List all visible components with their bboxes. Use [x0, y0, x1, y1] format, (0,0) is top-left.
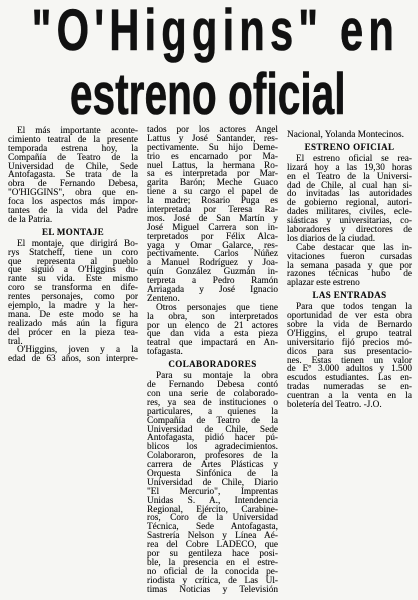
text-line: Para que todos tengan la: [296, 302, 412, 313]
text-line: Compañía de Teatro de la: [8, 152, 138, 163]
text-line: O'Higgins, el grupo teatral: [287, 328, 412, 339]
text-line: Universidad de Chile, Sede: [8, 161, 138, 172]
text-line: coro se transforma en dife-: [8, 283, 138, 294]
text-line: ejemplo, la madre y la her-: [8, 301, 138, 312]
text-line: El montaje, que dirigirá Bo-: [17, 238, 138, 249]
text-line: res, ya sea de instituciones o: [147, 397, 278, 408]
text-line: Lattus y José Santander, res-: [147, 133, 278, 144]
text-line: pectivamente. Su hijo Deme-: [147, 142, 278, 153]
text-line: universitario fijó precios mó-: [287, 337, 412, 348]
paragraph: [287, 131, 412, 140]
text-line: tofagasta.: [147, 347, 183, 358]
text-line: Nacional, Yolanda Montecinos.: [287, 130, 404, 140]
text-line: la obra, son interpretados: [147, 311, 278, 322]
text-line: por un elenco de 21 actores: [147, 320, 278, 331]
text-line: tados por los actores Angel: [147, 125, 278, 135]
text-line: foca los aspectos más impor-: [8, 197, 138, 208]
text-line: tradas numeradas se en-: [287, 382, 412, 393]
text-line: quín González Guzmán in-: [147, 267, 278, 278]
text-line: ros, Coro de la Universidad: [147, 513, 278, 524]
text-line: Regional, Ejército, Carabine-: [147, 504, 278, 515]
text-line: Sastrería Nelson y Línea Aé-: [147, 531, 278, 542]
text-line: edad de 63 años, son interpre-: [8, 354, 138, 365]
text-line: de gobierno regional, autori-: [287, 198, 412, 209]
text-line: tantes de la vida del Padre: [8, 206, 138, 217]
text-line: timas Noticias y Televisión: [147, 584, 278, 595]
text-line: ble, la presencia en el estre-: [147, 557, 278, 568]
article-column-1: [8, 127, 138, 364]
text-line: blicos los agradecimientos.: [147, 442, 278, 453]
section-heading: EL MONTAJE: [41, 226, 105, 237]
text-line: O'Higgins, joven y a la: [17, 345, 138, 356]
text-line: Antofagasta. Se trata de la: [8, 170, 138, 181]
text-line: la semana pasada y que por: [287, 260, 412, 271]
text-line: mos. José de San Martín y: [147, 213, 278, 224]
text-line: Cabe destacar que las in-: [296, 242, 412, 253]
text-line: Arriagada y José Ignacio: [147, 285, 278, 296]
text-line: Orquesta Sinfónica de la: [147, 468, 278, 479]
paragraph: [8, 127, 138, 225]
headline-line-1: "O'Higgins" en: [31, 0, 394, 63]
text-line: lizará hoy a las 19,30 horas: [287, 162, 412, 173]
text-line: razones técnicas hubo de: [287, 269, 412, 280]
text-line: que representa al pueblo: [8, 256, 138, 267]
text-line: terpretados por Félix Alca-: [147, 231, 278, 242]
text-line: particulares, a quienes la: [147, 406, 278, 417]
text-line: rea del Cobre LADECO, que: [147, 540, 278, 551]
article-column-3: [287, 131, 412, 410]
text-line: trio es encarnado por Ma-: [147, 151, 278, 162]
text-line: los diarios de la ciudad.: [287, 233, 376, 244]
paragraph: [287, 155, 412, 244]
text-line: Unidas S. A., Intendencia: [147, 495, 278, 506]
section-heading: ESTRENO OFICIAL: [304, 141, 395, 152]
text-line: por su gentileza hace posi-: [147, 548, 278, 559]
text-line: Universidad de Chile, Diario: [147, 477, 278, 488]
text-line: Técnica, Sede Antofagasta,: [147, 522, 278, 533]
text-line: mana. De este modo se ha: [8, 309, 138, 320]
text-line: dad de Chile, al cual han si-: [287, 180, 412, 191]
text-line: que dan vida a esta pieza: [147, 329, 278, 340]
paragraph: [287, 303, 412, 410]
text-line: "El Mercurio", Imprentas: [147, 486, 278, 497]
text-line: siásticas y universitarias, co-: [287, 216, 412, 227]
text-line: Compañía de Teatro de la: [147, 415, 278, 426]
text-line: la madre; Rosario Puga es: [147, 196, 278, 207]
section-heading: COLABORADORES: [168, 359, 257, 370]
text-line: riodista y crítica, de Las Ul-: [147, 575, 278, 586]
text-line: José Miguel Carrera son in-: [147, 222, 278, 233]
text-line: de Eº 3.000 adultos y 1.500: [287, 364, 412, 375]
text-line: dicos para sus presentacio-: [287, 346, 412, 357]
paragraph: [147, 126, 278, 304]
text-line: rentes personajes, como por: [8, 292, 138, 303]
text-line: boletería del Teatro. -J.O.: [287, 400, 382, 411]
text-line: Universidad de Chile, Sede: [147, 424, 278, 435]
text-line: con una serie de colaborado-: [147, 388, 278, 399]
text-line: sa es interpretada por Mar-: [147, 169, 278, 180]
text-line: realizado más aún la figura: [8, 318, 138, 329]
text-line: cimiento teatral de la presente: [8, 134, 138, 145]
text-line: no oficial de la conocida pe-: [147, 566, 278, 577]
text-line: El estreno oficial se rea-: [296, 153, 412, 164]
text-line: obra de Fernando Debesa,: [8, 179, 138, 190]
text-line: tiene a su cargo el papel de: [147, 187, 278, 198]
paragraph: [147, 372, 278, 594]
text-line: yaga y Omar Galarce, res-: [147, 240, 278, 251]
text-line: Otros personajes que tiene: [156, 302, 278, 313]
text-line: rante su vida. Este mismo: [8, 274, 138, 285]
text-line: El más importante aconte-: [17, 126, 138, 136]
text-line: a Manuel Rodríguez y Joa-: [147, 258, 278, 269]
text-line: laboradores y directores de: [287, 225, 412, 236]
text-line: do invitadas las autoridades: [287, 189, 412, 200]
text-line: vitaciones fueron cursadas: [287, 251, 412, 262]
text-line: Zenteno.: [147, 293, 180, 304]
text-line: de Fernando Debesa contó: [147, 380, 278, 391]
text-line: nes. Estas tienen un valor: [287, 355, 412, 366]
text-line: sobre la vida de Bernardo: [287, 320, 412, 331]
text-line: del prócer en la pieza tea-: [8, 327, 138, 338]
paragraph: [8, 240, 138, 347]
text-line: nuel Lattus, la hermana Ro-: [147, 160, 278, 171]
text-line: terpreta a Pedro Ramón: [147, 276, 278, 287]
text-line: Antofagasta, pidió hacer pú-: [147, 433, 278, 444]
text-line: temporada estrena hoy, la: [8, 143, 138, 154]
text-line: que siguió a O'Higgins du-: [8, 265, 138, 276]
text-line: tral.: [8, 336, 23, 347]
text-line: teatral que impactará en An-: [147, 338, 278, 349]
text-line: pectivamente. Carlos Núñez: [147, 249, 278, 260]
text-line: Colaboraron, profesores de la: [147, 451, 278, 462]
text-line: "O'HIGGINS", obra que en-: [8, 188, 138, 199]
section-heading: LAS ENTRADAS: [312, 290, 387, 301]
text-line: cuentran a la venta en la: [287, 391, 412, 402]
paragraph: [287, 244, 412, 288]
paragraph: [8, 346, 138, 364]
text-line: Para su montaje la obra: [156, 371, 278, 382]
text-line: de la Patria.: [8, 214, 53, 225]
text-line: carrera de Artes Plásticas y: [147, 460, 278, 471]
paragraph: [147, 304, 278, 357]
headline: [0, 0, 418, 124]
text-line: garita Barón; Meche Guaco: [147, 178, 278, 189]
text-line: interpretada por Teresa Ra-: [147, 205, 278, 216]
headline-line-2: estreno oficial: [69, 61, 346, 124]
text-line: rys Statcheff, tiene un coro: [8, 247, 138, 258]
text-line: escudos estudiantes. Las en-: [287, 373, 412, 384]
text-line: dades militares, civiles, ecle-: [287, 207, 412, 218]
text-line: aplazar este estreno: [287, 278, 360, 289]
text-line: oportunidad de ver esta obra: [287, 311, 412, 322]
article-column-2: [147, 126, 278, 594]
text-line: en el Teatro de la Universi-: [287, 171, 412, 182]
